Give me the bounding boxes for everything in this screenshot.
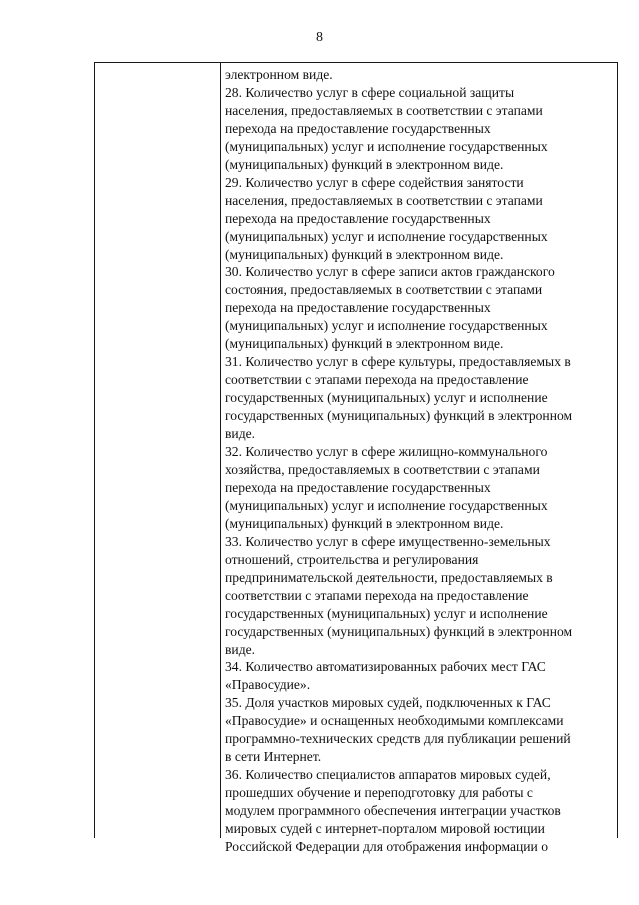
text-line: отношений, строительства и регулирования bbox=[225, 551, 479, 567]
text-line: (муниципальных) функций в электронном виде. bbox=[225, 156, 504, 172]
text-line: «Правосудие» и оснащенных необходимыми комплексами bbox=[225, 713, 564, 729]
text-line: населения, предоставляемых в соответствии с этапами bbox=[225, 192, 543, 208]
text-line: перехода на предоставление государственных bbox=[225, 120, 491, 136]
text-line: электронном виде. bbox=[225, 67, 333, 82]
document-table bbox=[94, 62, 618, 854]
text-line: 34. Количество автоматизированных рабочих мест ГАС bbox=[225, 659, 546, 675]
text-line: 33. Количество услуг в сфере имущественно-земельных bbox=[225, 533, 551, 549]
table-right-cell bbox=[221, 63, 617, 854]
text-line: прошедших обучение и переподготовку для работы с bbox=[225, 785, 533, 801]
text-line: программно-технических средств для публикации решений bbox=[225, 731, 571, 747]
text-line: 35. Доля участков мировых судей, подключенных к ГАС bbox=[225, 695, 551, 711]
page-number: 8 bbox=[316, 30, 323, 45]
text-line: 32. Количество услуг в сфере жилищно-коммунального bbox=[225, 444, 548, 460]
text-line: государственных (муниципальных) функций в электронном bbox=[225, 623, 573, 639]
text-line: перехода на предоставление государственных bbox=[225, 210, 491, 226]
text-line: хозяйства, предоставляемых в соответствии с этапами bbox=[225, 461, 540, 477]
text-line: 36. Количество специалистов аппаратов мировых судей, bbox=[225, 767, 551, 783]
text-line: предпринимательской деятельности, предоставляемых в bbox=[225, 569, 553, 585]
text-line: Российской Федерации для отображения информации о bbox=[225, 838, 549, 854]
text-line: (муниципальных) услуг и исполнение государственных bbox=[225, 318, 548, 334]
text-line: 30. Количество услуг в сфере записи актов гражданского bbox=[225, 264, 555, 280]
text-line: (муниципальных) функций в электронном виде. bbox=[225, 515, 504, 531]
text-line: 28. Количество услуг в сфере социальной защиты bbox=[225, 84, 515, 100]
text-line: государственных (муниципальных) услуг и исполнение bbox=[225, 605, 548, 621]
text-line: государственных (муниципальных) функций в электронном bbox=[225, 408, 573, 424]
text-line: в сети Интернет. bbox=[225, 749, 322, 765]
text-line: (муниципальных) функций в электронном виде. bbox=[225, 336, 504, 352]
text-line: модулем программного обеспечения интеграции участков bbox=[225, 803, 561, 819]
text-line: 31. Количество услуг в сфере культуры, предоставляемых в bbox=[225, 354, 571, 370]
text-line: виде. bbox=[225, 641, 256, 657]
text-line: состояния, предоставляемых в соответствии с этапами bbox=[225, 282, 543, 298]
text-line: перехода на предоставление государственных bbox=[225, 300, 491, 316]
text-line: соответствии с этапами перехода на предоставление bbox=[225, 587, 529, 603]
text-line: виде. bbox=[225, 426, 256, 442]
text-line: соответствии с этапами перехода на предоставление bbox=[225, 372, 529, 388]
text-line: (муниципальных) услуг и исполнение государственных bbox=[225, 497, 548, 513]
text-line: мировых судей с интернет-порталом мировой юстиции bbox=[225, 821, 545, 837]
table-left-cell bbox=[95, 63, 221, 838]
text-line: перехода на предоставление государственных bbox=[225, 479, 491, 495]
text-line: «Правосудие». bbox=[225, 677, 311, 693]
text-line: населения, предоставляемых в соответствии с этапами bbox=[225, 102, 543, 118]
text-line: 29. Количество услуг в сфере содействия занятости bbox=[225, 174, 524, 190]
text-line: (муниципальных) функций в электронном виде. bbox=[225, 246, 504, 262]
text-line: государственных (муниципальных) услуг и исполнение bbox=[225, 390, 548, 406]
text-line: (муниципальных) услуг и исполнение государственных bbox=[225, 228, 548, 244]
text-line: (муниципальных) услуг и исполнение государственных bbox=[225, 138, 548, 154]
